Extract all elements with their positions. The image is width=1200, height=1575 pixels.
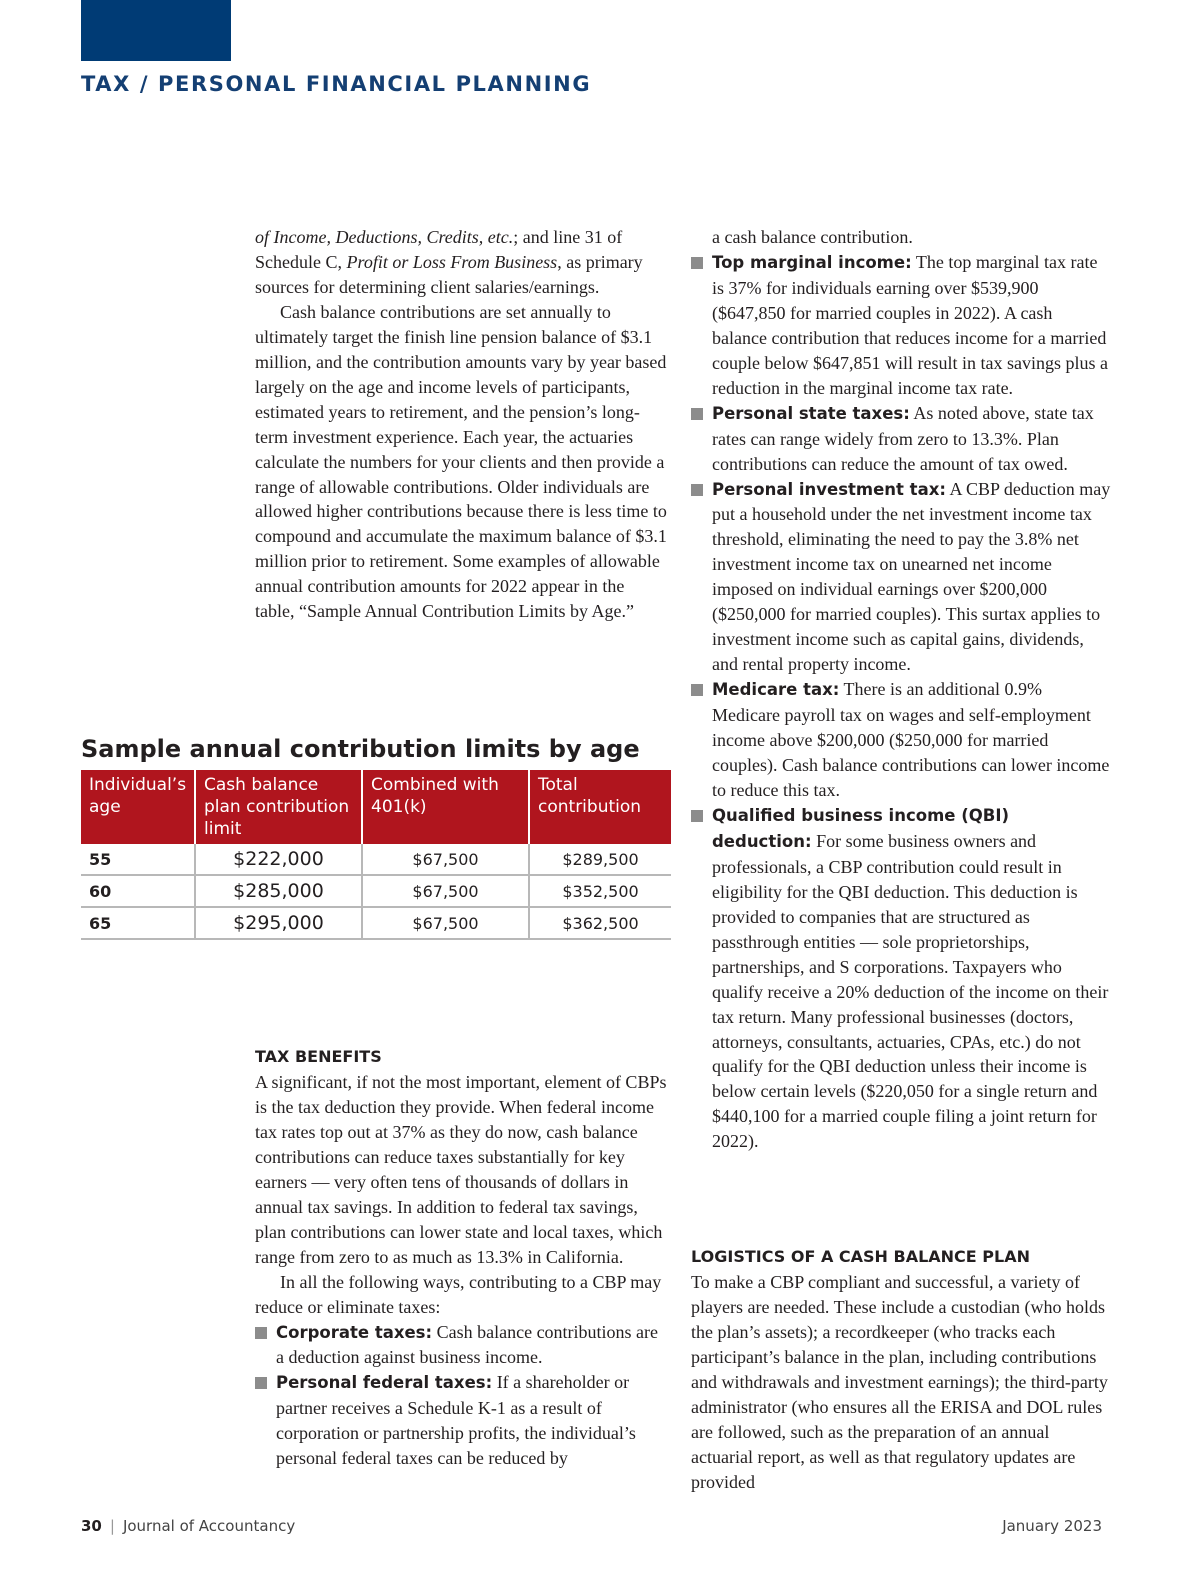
bullet-text: Cash balance contributions are a deduction against business income.	[276, 1321, 659, 1368]
table-row	[81, 907, 671, 939]
square-bullet-icon	[255, 1327, 267, 1339]
list-item	[691, 250, 1111, 401]
page-number: 30	[81, 1517, 102, 1535]
square-bullet-icon	[691, 810, 703, 822]
header-combined-401k: Combined with 401(k)	[362, 770, 529, 844]
bullet-text: As noted above, state tax rates can range widely from zero to 13.3%. Plan contributions can reduce the amount of tax owed.	[712, 402, 1094, 474]
table-row	[81, 844, 671, 875]
cell-cash-balance: $295,000	[195, 907, 362, 939]
cell-combined: $67,500	[362, 844, 529, 875]
paragraph-text: , as primary sources for determining client salaries/earnings.	[255, 251, 643, 297]
left-column-bottom	[255, 1047, 667, 1471]
bullet-lead: Personal state taxes:	[712, 403, 910, 423]
cell-cash-balance: $285,000	[195, 875, 362, 907]
bullet-lead: Personal federal taxes:	[276, 1373, 493, 1393]
header-cash-balance: Cash balance plan contribution limit	[195, 770, 362, 844]
cell-combined: $67,500	[362, 907, 529, 939]
bullet-lead: Corporate taxes:	[276, 1322, 433, 1342]
table-row	[81, 875, 671, 907]
header-total: Total contribution	[529, 770, 671, 844]
list-item	[255, 1320, 667, 1371]
bullet-text: The top marginal tax rate is 37% for individuals earning over $539,900 ($647,850 for married couples in 2022). A cash balance contribution that reduces income for a married couple below $647,851 will result in tax savings plus a reduction in the marginal income tax rate.	[712, 251, 1108, 398]
journal-name: Journal of Accountancy	[122, 1517, 296, 1535]
paragraph-following-ways: In all the following ways, contributing to a CBP may reduce or eliminate taxes:	[255, 1271, 662, 1317]
table-header-row	[81, 770, 671, 844]
bullet-lead: Personal investment tax:	[712, 479, 946, 499]
square-bullet-icon	[255, 1377, 267, 1389]
square-bullet-icon	[691, 484, 703, 496]
paragraph-tax-deduction: A significant, if not the most important, element of CBPs is the tax deduction they provide. When federal income tax rates top out at 37% as they do now, cash balance contributions can reduce taxes substantially for key earners — very often tens of thousands of dollars in annual tax savings. In addition to federal tax savings, plan contributions can lower state and local taxes, which range from zero to as much as 13.3% in California.	[255, 1072, 667, 1267]
header-age: Individual’s age	[81, 770, 195, 844]
cell-age: 65	[81, 907, 195, 939]
cell-combined: $67,500	[362, 875, 529, 907]
section-label: TAX / PERSONAL FINANCIAL PLANNING	[81, 72, 592, 96]
cell-age: 55	[81, 844, 195, 875]
italic-schedule-title: Profit or Loss From Business	[346, 251, 558, 272]
list-item	[691, 401, 1111, 477]
contribution-limits-table	[81, 770, 671, 940]
bullet-lead: Qualified business income (QBI) deduction:	[712, 805, 1010, 851]
bullet-text: If a shareholder or partner receives a Schedule K-1 as a result of corporation or partnership profits, the individual’s personal federal taxes can be reduced by	[276, 1372, 636, 1469]
bullet-text: A CBP deduction may put a household under the net investment income tax threshold, eliminating the need to pay the 3.8% net investment income tax on unearned net income imposed on individual earnings over $200,000 ($250,000 for married couples). This surtax applies to investment income such as capital gains, dividends, and rental property income.	[712, 478, 1111, 675]
bullet-text: There is an additional 0.9% Medicare payroll tax on wages and self-employment income above $200,000 ($250,000 for married couples). Cash balance contributions can lower income to reduce this tax.	[712, 679, 1110, 800]
cell-total: $352,500	[529, 875, 671, 907]
right-column	[691, 225, 1111, 1154]
cell-total: $289,500	[529, 844, 671, 875]
paragraph-contributions: Cash balance contributions are set annually to ultimately target the finish line pension balance of $3.1 million, and the contribution amounts vary by year based largely on the age and income levels of participants, estimated years to retirement, and the pension’s long-term investment experience. Each year, the actuaries calculate the numbers for your clients and then provide a range of allowable contributions. Older individuals are allowed higher contributions because there is less time to compound and accumulate the maximum balance of $3.1 million prior to retirement. Some examples of allowable annual contribution amounts for 2022 appear in the table, “Sample Annual Contribution Limits by Age.”	[255, 301, 667, 622]
square-bullet-icon	[691, 257, 703, 269]
bullet-text: For some business owners and professionals, a CBP contribution could result in eligibility for the QBI deduction. This deduction is provided to companies that are structured as passthrough entities — sole proprietorships, partnerships, and S corporations. Taxpayers who qualify receive a 20% deduction of the income on their tax return. Many professional businesses (doctors, attorneys, consultants, actuaries, CPAs, etc.) do not qualify for the QBI deduction unless their income is below certain levels ($220,050 for a single return and $440,100 for a married couple filing a joint return for 2022).	[712, 830, 1109, 1152]
italic-form-title: of Income, Deductions, Credits, etc.	[255, 227, 514, 247]
paragraph-text: ; and line 31 of Schedule C,	[255, 227, 623, 272]
square-bullet-icon	[691, 684, 703, 696]
list-item	[691, 677, 1111, 803]
footer-separator: |	[109, 1517, 115, 1535]
right-column-logistics	[691, 1247, 1111, 1495]
continued-text: a cash balance contribution.	[712, 227, 913, 247]
heading-logistics: LOGISTICS OF A CASH BALANCE PLAN	[691, 1247, 1030, 1266]
cell-cash-balance: $222,000	[195, 844, 362, 875]
footer-left	[81, 1517, 295, 1535]
left-column-top	[255, 225, 667, 624]
heading-tax-benefits: TAX BENEFITS	[255, 1047, 382, 1066]
footer-date: January 2023	[1002, 1517, 1102, 1535]
paragraph-logistics: To make a CBP compliant and successful, a variety of players are needed. These include a custodian (who holds the plan’s assets); a recordkeeper (who tracks each participant’s balance in the plan, including contributions and withdrawals and investment earnings); the third-party administrator (who ensures all the ERISA and DOL rules are followed, such as the preparation of an annual actuarial report, as well as that regulatory updates are provided	[691, 1272, 1108, 1492]
paragraph-income-sources	[255, 225, 667, 300]
list-item	[691, 803, 1111, 1154]
header-color-block	[81, 0, 231, 61]
cell-age: 60	[81, 875, 195, 907]
cell-total: $362,500	[529, 907, 671, 939]
table-title: Sample annual contribution limits by age	[81, 735, 640, 763]
bullet-lead: Top marginal income:	[712, 252, 912, 272]
list-item	[255, 1370, 667, 1471]
bullet-lead: Medicare tax:	[712, 680, 840, 700]
list-item	[691, 477, 1111, 678]
square-bullet-icon	[691, 408, 703, 420]
